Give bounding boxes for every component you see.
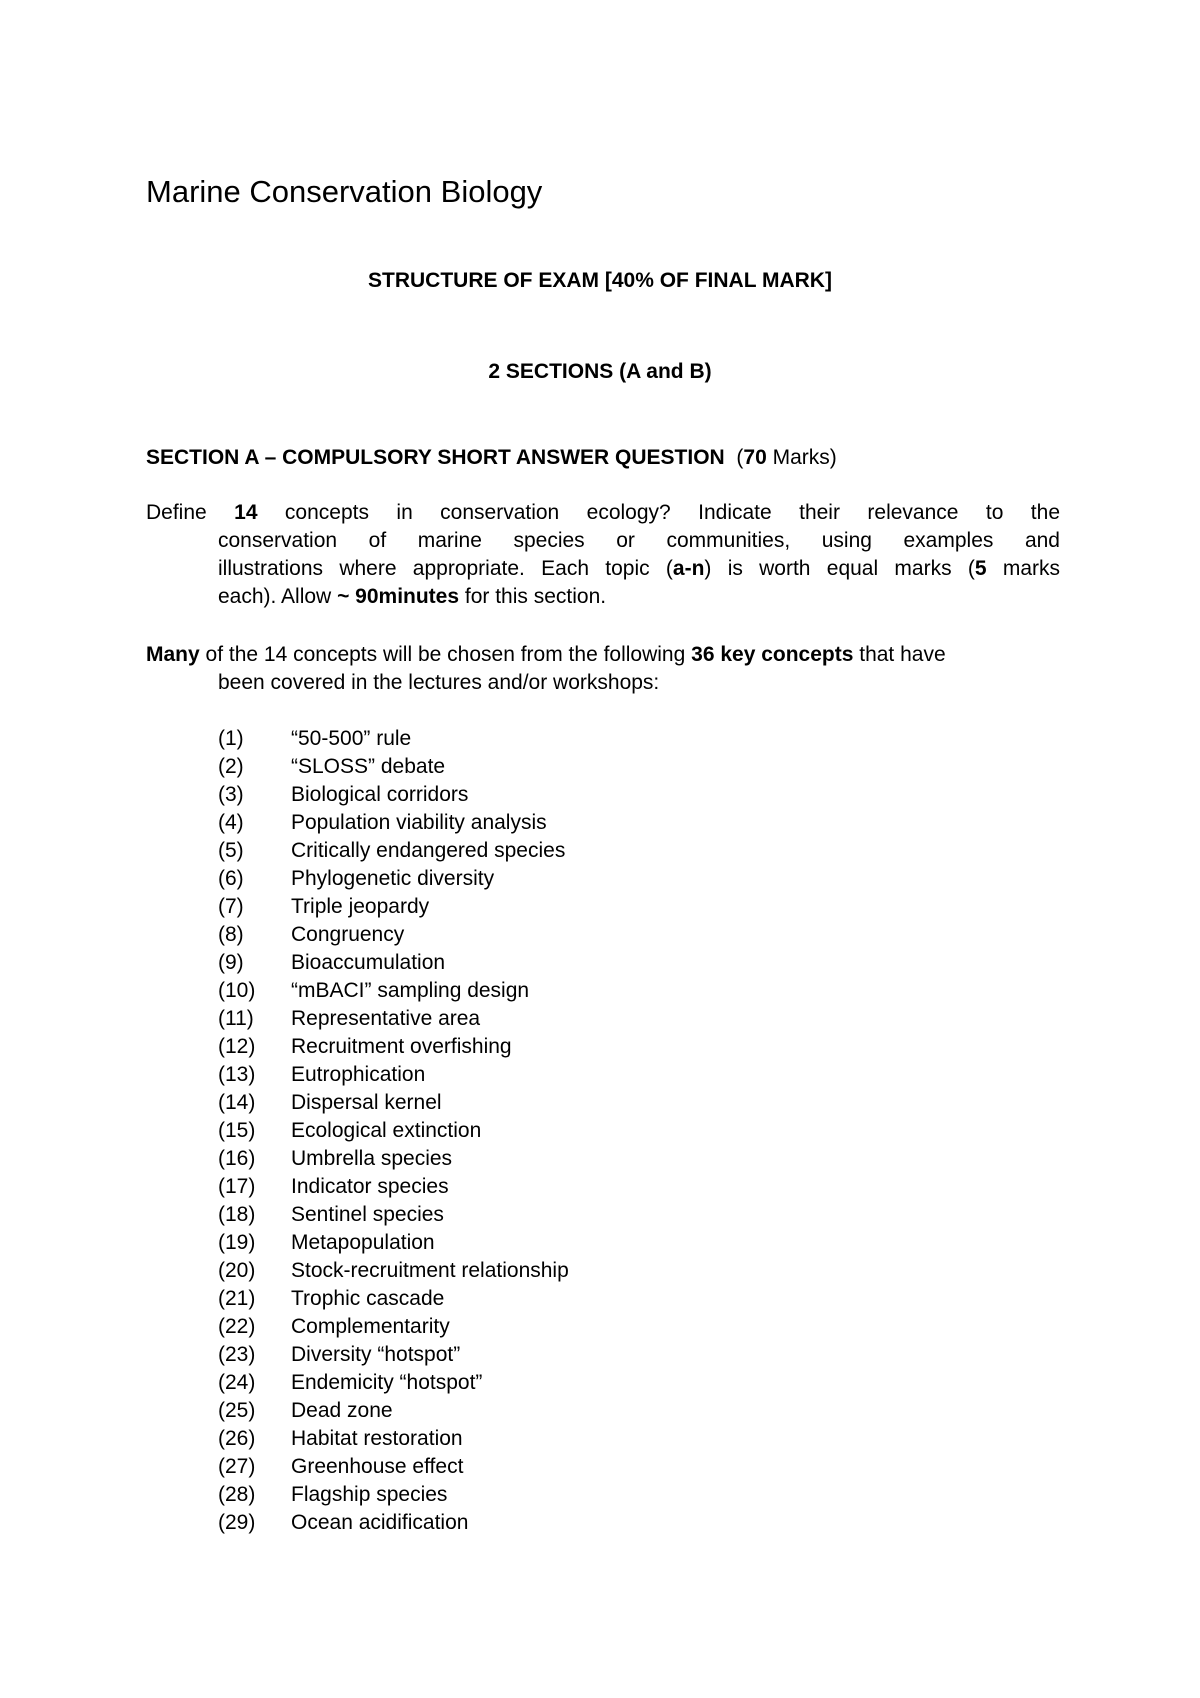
concept-text: Endemicity “hotspot” (291, 1371, 483, 1394)
concept-item (218, 1061, 569, 1089)
concept-text: “SLOSS” debate (291, 755, 446, 778)
concept-text: Habitat restoration (291, 1427, 463, 1450)
concept-number: (27) (218, 1455, 256, 1478)
topic-range: a-n (672, 557, 705, 580)
concept-number: (18) (218, 1203, 256, 1226)
concept-number: (15) (218, 1119, 256, 1142)
concept-number: (16) (218, 1147, 256, 1170)
concept-item (218, 753, 569, 781)
concept-number: (20) (218, 1259, 256, 1282)
key-concepts-intro-line-1 (146, 641, 1060, 669)
sections-heading: 2 SECTIONS (A and B) (488, 360, 712, 383)
instructions-text: illustrations where appropriate. Each topic ( (218, 557, 673, 580)
concept-text: Sentinel species (291, 1203, 444, 1226)
key-concepts-count: 36 key concepts (691, 643, 854, 666)
document-title: Marine Conservation Biology (146, 174, 543, 209)
concept-item (218, 893, 569, 921)
concept-item (218, 1509, 569, 1537)
concept-text: Bioaccumulation (291, 951, 446, 974)
concept-item (218, 865, 569, 893)
concept-text: Biological corridors (291, 783, 469, 806)
concept-item (218, 1117, 569, 1145)
concept-item (218, 1173, 569, 1201)
concept-number: (21) (218, 1287, 256, 1310)
concept-item (218, 1201, 569, 1229)
concept-number: (7) (218, 895, 244, 918)
concept-item (218, 1453, 569, 1481)
concept-item (218, 781, 569, 809)
concept-list (218, 725, 569, 1537)
concept-item (218, 1481, 569, 1509)
concept-text: Indicator species (291, 1175, 449, 1198)
section-a-heading (146, 444, 837, 472)
concept-text: Congruency (291, 923, 405, 946)
concept-item (218, 1089, 569, 1117)
section-a-title: SECTION A – COMPULSORY SHORT ANSWER QUESTION (146, 446, 725, 469)
concept-text: Triple jeopardy (291, 895, 430, 918)
concept-item (218, 1229, 569, 1257)
concept-text: Flagship species (291, 1483, 448, 1506)
concept-item (218, 1145, 569, 1173)
concept-number: (25) (218, 1399, 256, 1422)
concept-item (218, 949, 569, 977)
key-concepts-intro (146, 641, 1060, 697)
concept-number: (17) (218, 1175, 256, 1198)
concept-number: (2) (218, 755, 244, 778)
concept-text: Complementarity (291, 1315, 450, 1338)
instructions-line-2: conservation of marine species or communities, using examples and (218, 529, 1060, 552)
time-allowance: ~ 90minutes (337, 585, 460, 608)
concept-text: Phylogenetic diversity (291, 867, 495, 890)
concept-item (218, 809, 569, 837)
concept-item (218, 1397, 569, 1425)
instructions-text: concepts in conservation ecology? Indicate their relevance to the (257, 501, 1060, 524)
section-a-spacer (725, 446, 737, 469)
concept-text: Trophic cascade (291, 1287, 445, 1310)
instructions-text: Define (146, 501, 235, 524)
concept-text: Metapopulation (291, 1231, 435, 1254)
concept-item (218, 921, 569, 949)
concept-item (218, 1033, 569, 1061)
concept-text: Greenhouse effect (291, 1455, 464, 1478)
intro-text: of the 14 concepts will be chosen from the following (199, 643, 692, 666)
concept-text: “50-500” rule (291, 727, 412, 750)
concept-item (218, 1005, 569, 1033)
instructions-text: for this section. (459, 585, 607, 608)
concept-item (218, 1313, 569, 1341)
concept-number: (14) (218, 1091, 256, 1114)
concept-number: (19) (218, 1231, 256, 1254)
concept-item (218, 725, 569, 753)
concept-number: (29) (218, 1511, 256, 1534)
concept-number: (23) (218, 1343, 256, 1366)
concept-number: (10) (218, 979, 256, 1002)
section-a-marks-label: Marks) (766, 446, 837, 469)
instructions-text: each). Allow (218, 585, 338, 608)
concept-number: (13) (218, 1063, 256, 1086)
exam-structure-heading: STRUCTURE OF EXAM [40% OF FINAL MARK] (368, 269, 832, 292)
concept-item (218, 837, 569, 865)
concept-number: (22) (218, 1315, 256, 1338)
concept-text: Ocean acidification (291, 1511, 469, 1534)
concept-item (218, 1285, 569, 1313)
concept-number: (3) (218, 783, 244, 806)
section-a-marks-value: 70 (743, 446, 767, 469)
key-concepts-intro-line-2: been covered in the lectures and/or workshops: (218, 671, 660, 694)
concept-text: Dead zone (291, 1399, 393, 1422)
concept-number: (26) (218, 1427, 256, 1450)
concept-item (218, 977, 569, 1005)
concept-text: Eutrophication (291, 1063, 426, 1086)
concept-number: (6) (218, 867, 244, 890)
instructions-line-4 (146, 583, 1060, 611)
instructions-paragraph (146, 499, 1060, 611)
concept-text: Umbrella species (291, 1147, 453, 1170)
concept-text: Critically endangered species (291, 839, 566, 862)
concept-text: Recruitment overfishing (291, 1035, 512, 1058)
concept-text: Diversity “hotspot” (291, 1343, 461, 1366)
concept-number: (24) (218, 1371, 256, 1394)
concept-item (218, 1369, 569, 1397)
concept-text: “mBACI” sampling design (291, 979, 530, 1002)
marks-per-topic: 5 (974, 557, 987, 580)
concept-number: (5) (218, 839, 244, 862)
instructions-line-3 (146, 555, 1060, 583)
intro-text: that have (853, 643, 946, 666)
concept-text: Representative area (291, 1007, 481, 1030)
instructions-text: ) is worth equal marks ( (704, 557, 975, 580)
concept-number: (12) (218, 1035, 256, 1058)
instructions-line-1 (146, 499, 1060, 527)
concept-number: (11) (218, 1007, 254, 1030)
instructions-text: marks (986, 557, 1060, 580)
concept-text: Dispersal kernel (291, 1091, 442, 1114)
concept-text: Stock-recruitment relationship (291, 1259, 569, 1282)
concept-item (218, 1341, 569, 1369)
concept-count: 14 (234, 501, 258, 524)
concept-item (218, 1257, 569, 1285)
concept-number: (28) (218, 1483, 256, 1506)
section-a-marks-open: ( (736, 446, 744, 469)
concept-item (218, 1425, 569, 1453)
concept-number: (9) (218, 951, 244, 974)
concept-number: (1) (218, 727, 244, 750)
concept-number: (4) (218, 811, 244, 834)
concept-number: (8) (218, 923, 244, 946)
intro-emphasis: Many (146, 643, 200, 666)
concept-text: Ecological extinction (291, 1119, 482, 1142)
concept-text: Population viability analysis (291, 811, 547, 834)
